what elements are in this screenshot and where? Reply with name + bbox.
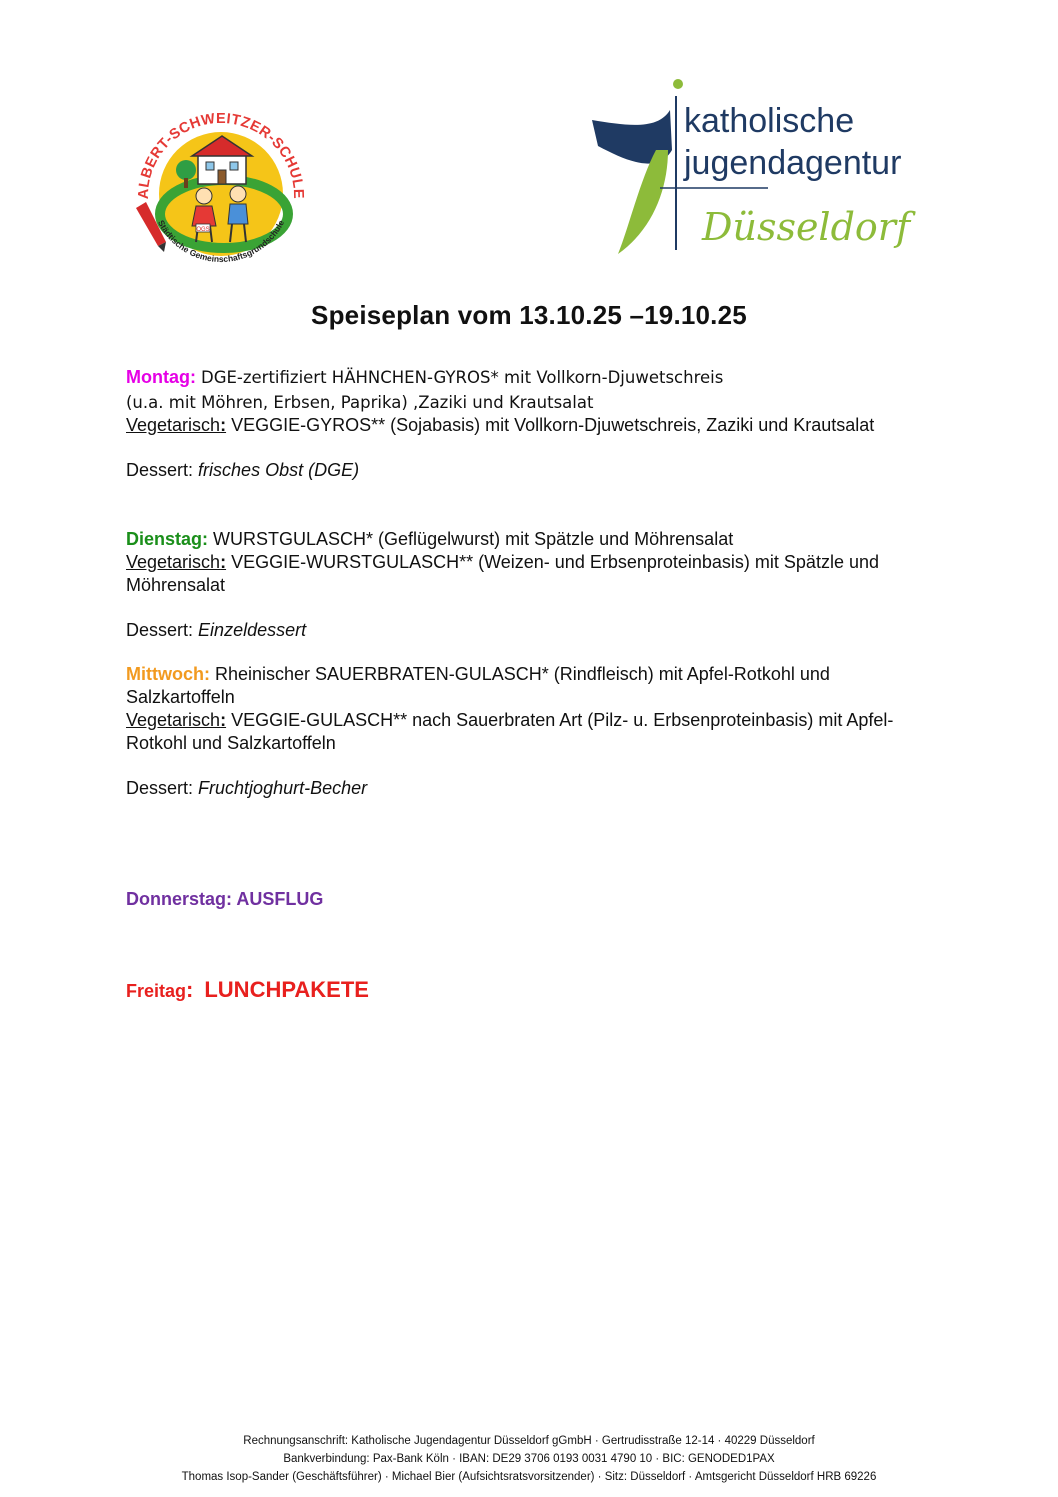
- monday-dessert-item: frisches Obst (DGE): [198, 460, 360, 480]
- menu-monday: [126, 366, 926, 482]
- monday-label: Montag:: [126, 367, 196, 387]
- page-title: Speiseplan vom 13.10.25 –19.10.25: [311, 300, 747, 330]
- kja-logo-line1: katholische: [684, 102, 855, 140]
- monday-dessert-label: Dessert:: [126, 460, 194, 480]
- monday-vegetarian: [126, 414, 926, 437]
- school-logo-name: ALBERT-SCHWEITZER-SCHULE: [135, 110, 307, 200]
- kja-logo: [588, 70, 948, 270]
- thursday-label: Donnerstag: AUSFLUG: [126, 889, 324, 909]
- footer-line1: Rechnungsanschrift: Katholische Jugendagentur Düsseldorf gGmbH · Gertrudisstraße 12-14 · 40229 Düsseldorf: [243, 1435, 815, 1447]
- tuesday-dessert-item: Einzeldessert: [198, 620, 307, 640]
- tuesday-vegetarian: [126, 551, 926, 597]
- wednesday-dessert: [126, 777, 926, 800]
- wednesday-dessert-item: Fruchtjoghurt-Becher: [198, 778, 368, 798]
- menu-wednesday: [126, 663, 926, 800]
- wednesday-vegetarian: [126, 709, 926, 755]
- school-logo-badge: OGS: [196, 227, 210, 233]
- friday-colon: :: [186, 977, 194, 1002]
- kja-logo-line2: jugendagentur: [684, 144, 902, 182]
- footer-line2: Bankverbindung: Pax-Bank Köln · IBAN: DE29 3706 0193 0031 4790 10 · BIC: GENODED1PAX: [283, 1453, 775, 1465]
- tuesday-dessert-label: Dessert:: [126, 620, 194, 640]
- friday-text: LUNCHPAKETE: [204, 977, 369, 1002]
- kja-logo-line3: Düsseldorf: [702, 205, 911, 249]
- footer-line3: Thomas Isop-Sander (Geschäftsführer) · Michael Bier (Aufsichtsratsvorsitzender) · Sitz: Düsseldorf · Amtsgericht Düsseldorf HRB 69226: [181, 1471, 877, 1483]
- monday-veg-colon: :: [220, 415, 227, 435]
- monday-line1: [126, 366, 926, 389]
- wednesday-main-dish: Rheinischer SAUERBRATEN-GULASCH* (Rindfleisch) mit Apfel-Rotkohl und Salzkartoffeln: [126, 664, 830, 707]
- monday-veg-dish: VEGGIE-GYROS** (Sojabasis) mit Vollkorn-Djuwetschreis, Zaziki und Krautsalat: [231, 415, 875, 435]
- menu-friday: [126, 978, 926, 1003]
- tuesday-label: Dienstag:: [126, 529, 209, 549]
- tuesday-dessert: [126, 619, 926, 642]
- tuesday-veg-label: Vegetarisch: [126, 552, 221, 572]
- footer: [0, 1432, 1058, 1486]
- school-logo-subtitle: Städtische Gemeinschaftsgrundschule: [155, 218, 287, 265]
- wednesday-label: Mittwoch:: [126, 664, 210, 684]
- monday-main-dish: DGE-zertifiziert HÄHNCHEN-GYROS* mit Vollkorn-Djuwetschreis: [201, 368, 724, 387]
- kja-logo-green-shape: [618, 150, 668, 254]
- monday-veg-label: Vegetarisch: [126, 415, 221, 435]
- wednesday-dessert-label: Dessert:: [126, 778, 194, 798]
- tuesday-main-dish: WURSTGULASCH* (Geflügelwurst) mit Spätzle und Möhrensalat: [213, 529, 734, 549]
- wednesday-line1: [126, 663, 926, 709]
- monday-main-dish-details: (u.a. mit Möhren, Erbsen, Paprika) ,Zaziki und Krautsalat: [126, 393, 594, 412]
- tuesday-veg-dish: VEGGIE-WURSTGULASCH** (Weizen- und Erbsenproteinbasis) mit Spätzle und Möhrensalat: [126, 552, 879, 595]
- monday-dessert: [126, 459, 926, 482]
- wednesday-veg-colon: :: [220, 710, 227, 730]
- wednesday-veg-dish: VEGGIE-GULASCH** nach Sauerbraten Art (Pilz- u. Erbsenproteinbasis) mit Apfel-Rotkohl und Salzkartoffeln: [126, 710, 894, 753]
- school-logo: [126, 96, 316, 281]
- menu-tuesday: [126, 528, 926, 642]
- wednesday-veg-label: Vegetarisch: [126, 710, 221, 730]
- tuesday-veg-colon: :: [220, 552, 227, 572]
- friday-label: Freitag: [126, 981, 187, 1001]
- tuesday-line1: [126, 528, 926, 551]
